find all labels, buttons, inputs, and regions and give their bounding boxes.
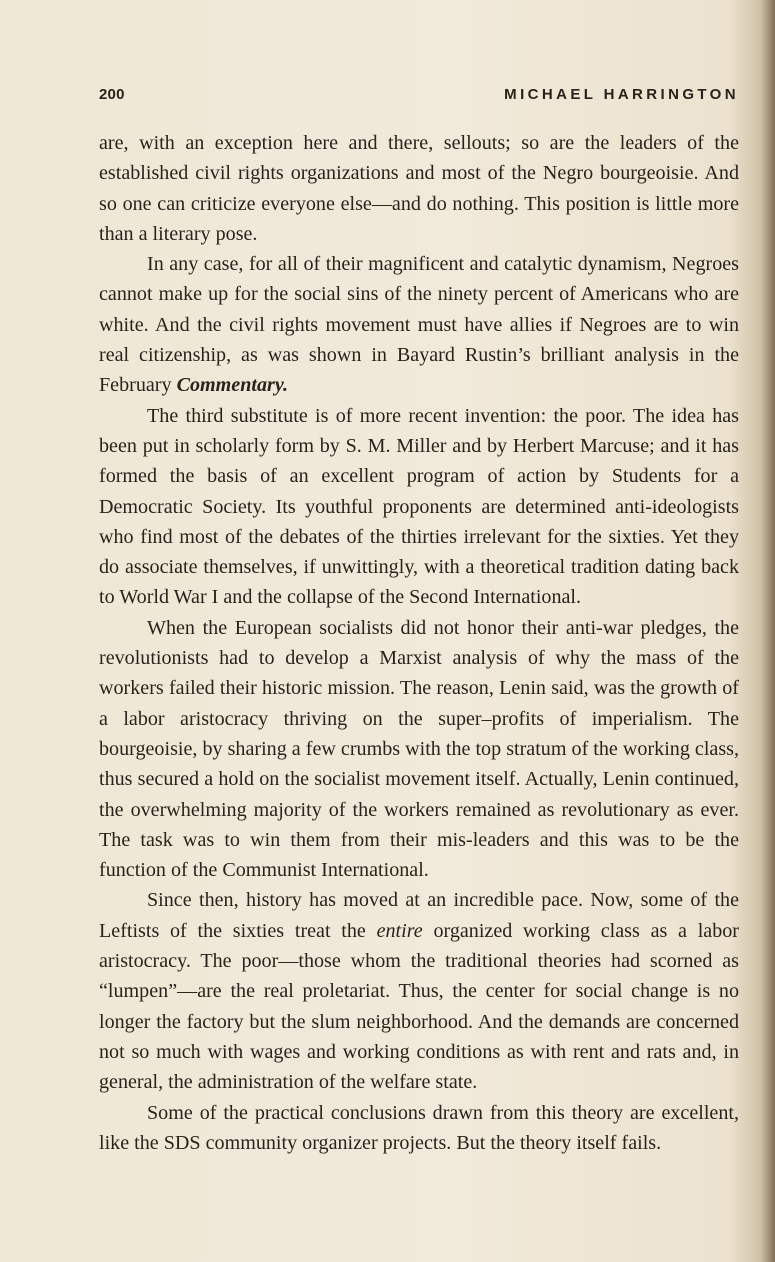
text-run: Since then, history has moved at an incredible pace. Now, some of the Leftists of the sixties treat the <box>99 889 739 942</box>
text-run: The third substitute is of more recent invention: the poor. The idea has been put in scholarly form by S. M. Miller and by Herbert Marcuse; and it has formed the basis of an excellent program of action by Students for a Democratic Society. Its youthful proponents are determined anti-ideologists who find most of the debates of the thirties irrelevant for the sixties. Yet they do associate themselves, if unwittingly, with a theoretical tradition dating back to World War I and the collapse of the Second International. <box>99 404 739 609</box>
paragraph <box>99 613 739 886</box>
emphasized-text: Commentary. <box>176 374 289 397</box>
page-number: 200 <box>99 86 125 103</box>
text-run: In any case, for all of their magnificent and catalytic dynamism, Negroes cannot make up for the social sins of the ninety percent of Americans who are white. And the civil rights movement must have allies if Negroes are to win real citizenship, as was shown in Bayard Rustin’s brilliant analysis in the February <box>99 253 739 397</box>
text-run: organized working class as a labor aristocracy. The poor—those whom the traditional theories had scorned as “lumpen”—are the real proletariat. Thus, the center for social change is no longer the factory but the slum neighborhood. And the demands are concerned not so much with wages and working conditions as with rent and rats and, in general, the administration of the welfare state. <box>99 919 739 1094</box>
text-run: are, with an exception here and there, sellouts; so are the leaders of the established civil rights organizations and most of the Negro bourgeoisie. And so one can criticize everyone else—and do nothing. This position is little more than a literary pose. <box>99 132 739 245</box>
emphasized-text: entire <box>376 919 423 942</box>
text-run: When the European socialists did not honor their anti-war pledges, the revolutionists had to develop a Marxist analysis of why the mass of the workers failed their historic mission. The reason, Lenin said, was the growth of a labor aristocracy thriving on the super–profits of imperialism. The bourgeoisie, by sharing a few crumbs with the top stratum of the working class, thus secured a hold on the socialist movement itself. Actually, Lenin continued, the overwhelming majority of the workers remained as revolutionary as ever. The task was to win them from their mis-leaders and this was to be the function of the Communist International. <box>99 616 739 882</box>
paragraph <box>99 1098 739 1159</box>
paragraph <box>99 128 739 249</box>
paragraph <box>99 401 739 613</box>
paragraph <box>99 249 739 400</box>
running-head: MICHAEL HARRINGTON <box>504 86 739 103</box>
page-header <box>99 86 739 108</box>
body-text <box>99 128 739 1158</box>
paragraph <box>99 885 739 1097</box>
text-run: Some of the practical conclusions drawn from this theory are excellent, like the SDS community organizer projects. But the theory itself fails. <box>99 1101 739 1154</box>
page-binding-shadow <box>761 0 775 1262</box>
